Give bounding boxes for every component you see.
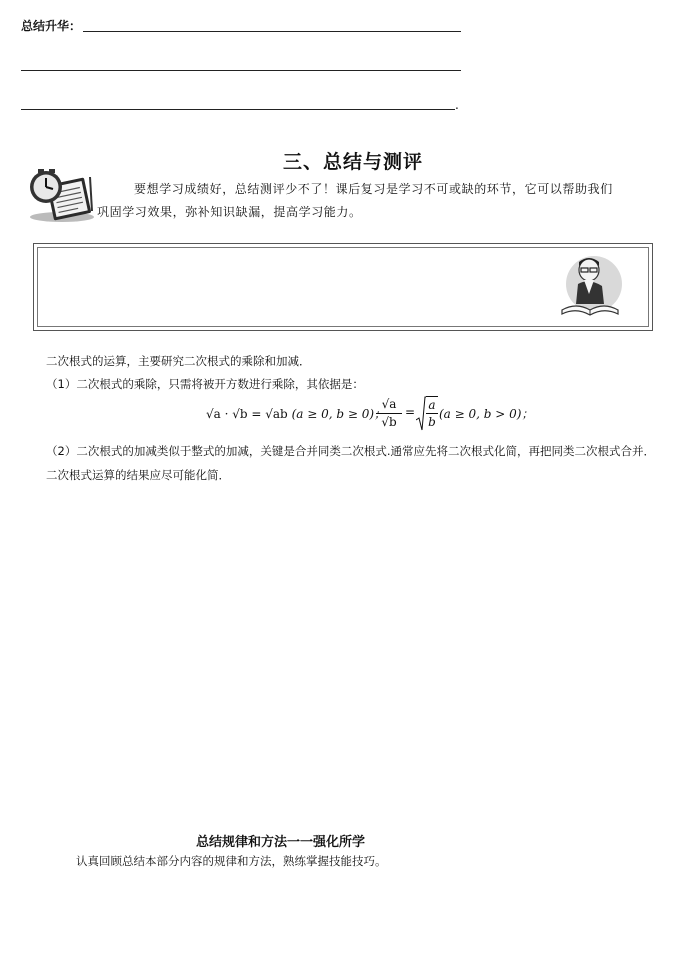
reading-student-icon bbox=[556, 254, 626, 320]
blank-line-end: . bbox=[455, 98, 459, 112]
summary-label: 总结升华： bbox=[21, 19, 82, 33]
mul-expression: √a · √b = √ab bbox=[206, 407, 288, 421]
footer-note: 认真回顾总结本部分内容的规律和方法，熟练掌握技能技巧。 bbox=[76, 854, 387, 868]
content-paragraph-2: （1）二次根式的乘除，只需将被开方数进行乘除，其依据是： bbox=[46, 377, 364, 391]
fraction-denominator: b bbox=[428, 415, 436, 429]
sqrt-fraction bbox=[416, 396, 438, 432]
intro-line-2: 巩固学习效果，弥补知识缺漏，提高学习能力。 bbox=[97, 205, 362, 219]
division-fraction bbox=[376, 396, 402, 431]
division-condition: (a ≥ 0, b > 0)； bbox=[439, 407, 534, 421]
division-numerator: √a bbox=[376, 396, 402, 414]
division-equals: = bbox=[405, 405, 416, 419]
multiplication-formula bbox=[206, 405, 386, 422]
fraction-numerator: a bbox=[426, 397, 438, 414]
blank-line-1[interactable] bbox=[83, 31, 461, 32]
section-heading: 三、总结与测评 bbox=[283, 151, 424, 173]
division-formula bbox=[376, 396, 534, 436]
clock-notebook-icon bbox=[26, 167, 96, 223]
content-paragraph-4: 二次根式运算的结果应尽可能化简． bbox=[46, 468, 230, 482]
mul-condition: (a ≥ 0, b ≥ 0)； bbox=[291, 407, 387, 421]
footer-title: 总结规律和方法一一强化所学 bbox=[196, 835, 366, 850]
division-denominator: √b bbox=[381, 415, 397, 429]
intro-line-1: 要想学习成绩好，总结测评少不了！课后复习是学习不可或缺的环节，它可以帮助我们 bbox=[134, 182, 613, 196]
content-paragraph-1: 二次根式的运算，主要研究二次根式的乘除和加减． bbox=[46, 354, 311, 368]
blank-line-3[interactable] bbox=[21, 109, 455, 110]
content-paragraph-3: （2）二次根式的加减类似于整式的加减，关键是合并同类二次根式.通常应先将二次根式化简，再把同类二次根式合并． bbox=[46, 444, 655, 458]
blank-line-2[interactable] bbox=[21, 70, 461, 71]
